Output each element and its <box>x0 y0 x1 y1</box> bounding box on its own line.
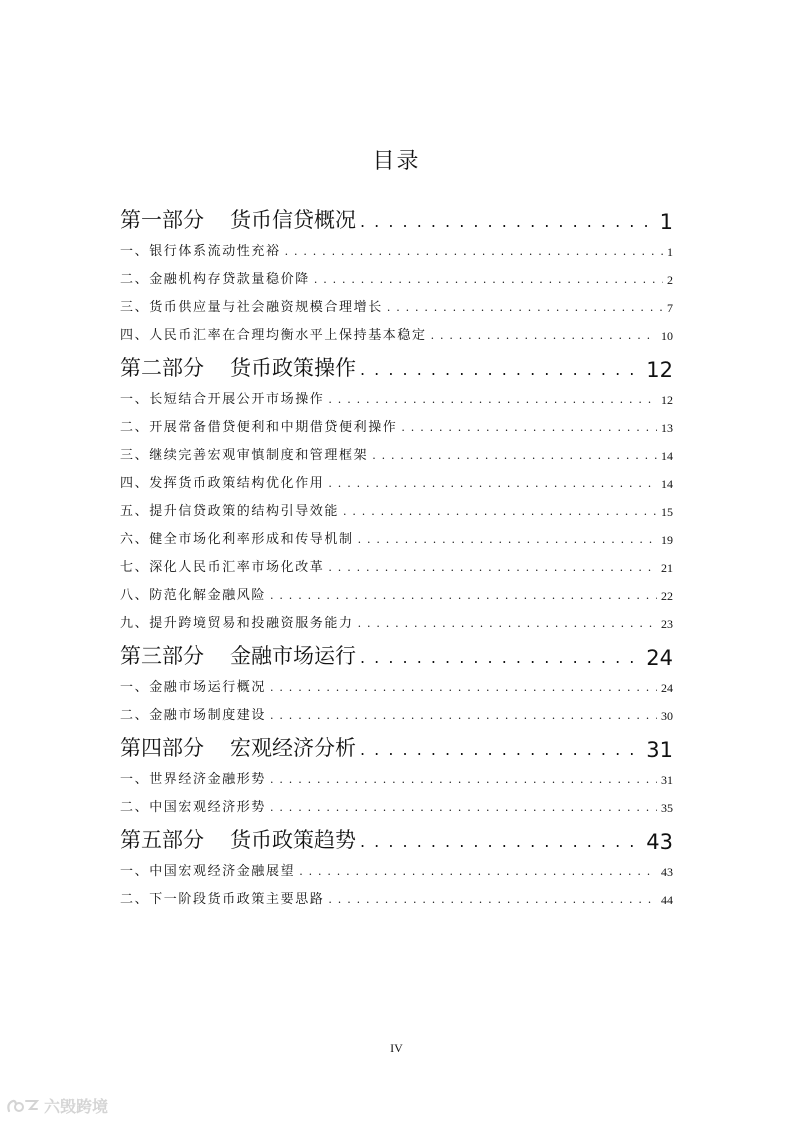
section-page-number: 31 <box>661 773 673 787</box>
dot-leader <box>387 298 663 318</box>
section-page-number: 24 <box>661 681 673 695</box>
section-page-number: 30 <box>661 709 673 723</box>
dot-leader <box>270 706 657 726</box>
part-heading <box>120 352 356 382</box>
toc-section-entry[interactable] <box>120 438 673 466</box>
dot-leader <box>360 646 642 670</box>
toc-section-entry[interactable] <box>120 790 673 818</box>
toc-section-entry[interactable] <box>120 698 673 726</box>
toc-part-entry[interactable] <box>120 634 673 670</box>
part-heading <box>120 640 356 670</box>
section-title: 六、健全市场化利率形成和传导机制 <box>120 532 354 547</box>
toc-section-entry[interactable] <box>120 466 673 494</box>
section-page-number: 13 <box>661 421 673 435</box>
dot-leader <box>358 614 657 634</box>
section-title: 一、银行体系流动性充裕 <box>120 244 281 259</box>
toc-title: 目录 <box>372 149 421 174</box>
part-title: 货币政策趋势 <box>230 828 356 852</box>
section-page-number: 15 <box>661 505 673 519</box>
section-page-number: 12 <box>661 393 673 407</box>
section-title: 九、提升跨境贸易和投融资服务能力 <box>120 616 354 631</box>
section-page-number: 43 <box>661 865 673 879</box>
toc-section-entry[interactable] <box>120 290 673 318</box>
part-title: 货币政策操作 <box>230 356 356 380</box>
part-title: 货币信贷概况 <box>230 208 356 232</box>
page-number: IV <box>390 1041 403 1055</box>
section-page-number: 21 <box>661 561 673 575</box>
toc-section-entry[interactable] <box>120 522 673 550</box>
toc-section-entry[interactable] <box>120 762 673 790</box>
dot-leader <box>401 418 657 438</box>
section-title: 四、人民币汇率在合理均衡水平上保持基本稳定 <box>120 328 427 343</box>
section-page-number: 44 <box>661 893 673 907</box>
toc-section-entry[interactable] <box>120 494 673 522</box>
section-page-number: 10 <box>661 329 673 343</box>
toc-part-entry[interactable] <box>120 726 673 762</box>
dot-leader <box>270 586 657 606</box>
toc-section-entry[interactable] <box>120 318 673 346</box>
toc-section-entry[interactable] <box>120 606 673 634</box>
section-page-number: 23 <box>661 617 673 631</box>
part-page-number: 31 <box>646 738 673 762</box>
dot-leader <box>299 862 657 882</box>
dot-leader <box>358 530 657 550</box>
toc-section-entry[interactable] <box>120 854 673 882</box>
part-page-number: 1 <box>659 210 673 234</box>
toc-section-entry[interactable] <box>120 410 673 438</box>
dot-leader <box>270 678 657 698</box>
dot-leader <box>270 770 657 790</box>
section-title: 三、继续完善宏观审慎制度和管理框架 <box>120 448 369 463</box>
part-title: 金融市场运行 <box>230 644 356 668</box>
section-title: 五、提升信贷政策的结构引导效能 <box>120 504 340 519</box>
part-number: 第三部分 <box>120 644 204 668</box>
toc-section-entry[interactable] <box>120 578 673 606</box>
section-title: 二、金融机构存贷款量稳价降 <box>120 272 310 287</box>
toc-section-entry[interactable] <box>120 234 673 262</box>
part-number: 第四部分 <box>120 736 204 760</box>
dot-leader <box>360 210 656 234</box>
dot-leader <box>328 558 657 578</box>
table-of-contents <box>120 198 673 910</box>
toc-section-entry[interactable] <box>120 882 673 910</box>
dot-leader <box>360 358 642 382</box>
watermark <box>6 1094 108 1117</box>
dot-leader <box>431 326 657 346</box>
dot-leader <box>270 798 657 818</box>
dot-leader <box>285 242 663 262</box>
section-title: 一、长短结合开展公开市场操作 <box>120 392 325 407</box>
section-title: 二、中国宏观经济形势 <box>120 800 267 815</box>
six-degree-logo-icon <box>6 1097 40 1115</box>
part-title: 宏观经济分析 <box>230 736 356 760</box>
dot-leader <box>328 474 657 494</box>
dot-leader <box>360 738 642 762</box>
section-title: 二、下一阶段货币政策主要思路 <box>120 892 325 907</box>
part-heading <box>120 824 356 854</box>
dot-leader <box>328 890 657 910</box>
section-title: 二、开展常备借贷便利和中期借贷便利操作 <box>120 420 398 435</box>
section-page-number: 14 <box>661 449 673 463</box>
part-page-number: 24 <box>646 646 673 670</box>
section-title: 三、货币供应量与社会融资规模合理增长 <box>120 300 383 315</box>
part-number: 第五部分 <box>120 828 204 852</box>
toc-section-entry[interactable] <box>120 262 673 290</box>
section-title: 一、世界经济金融形势 <box>120 772 267 787</box>
dot-leader <box>314 270 663 290</box>
toc-part-entry[interactable] <box>120 198 673 234</box>
watermark-text: 六毁跨境 <box>44 1097 109 1116</box>
part-page-number: 12 <box>646 358 673 382</box>
section-page-number: 22 <box>661 589 673 603</box>
section-title: 一、中国宏观经济金融展望 <box>120 864 296 879</box>
toc-section-entry[interactable] <box>120 670 673 698</box>
toc-section-entry[interactable] <box>120 382 673 410</box>
section-page-number: 19 <box>661 533 673 547</box>
part-heading <box>120 204 356 234</box>
part-page-number: 43 <box>646 830 673 854</box>
toc-part-entry[interactable] <box>120 346 673 382</box>
section-title: 七、深化人民币汇率市场化改革 <box>120 560 325 575</box>
section-title: 一、金融市场运行概况 <box>120 680 267 695</box>
dot-leader <box>343 502 657 522</box>
toc-section-entry[interactable] <box>120 550 673 578</box>
section-title: 二、金融市场制度建设 <box>120 708 267 723</box>
section-page-number: 14 <box>661 477 673 491</box>
section-title: 四、发挥货币政策结构优化作用 <box>120 476 325 491</box>
section-page-number: 1 <box>667 245 673 259</box>
section-page-number: 35 <box>661 801 673 815</box>
part-number: 第一部分 <box>120 208 204 232</box>
part-number: 第二部分 <box>120 356 204 380</box>
section-title: 八、防范化解金融风险 <box>120 588 267 603</box>
part-heading <box>120 732 356 762</box>
section-page-number: 7 <box>667 301 673 315</box>
dot-leader <box>328 390 657 410</box>
toc-part-entry[interactable] <box>120 818 673 854</box>
section-page-number: 2 <box>667 273 673 287</box>
dot-leader <box>360 830 642 854</box>
dot-leader <box>372 446 657 466</box>
